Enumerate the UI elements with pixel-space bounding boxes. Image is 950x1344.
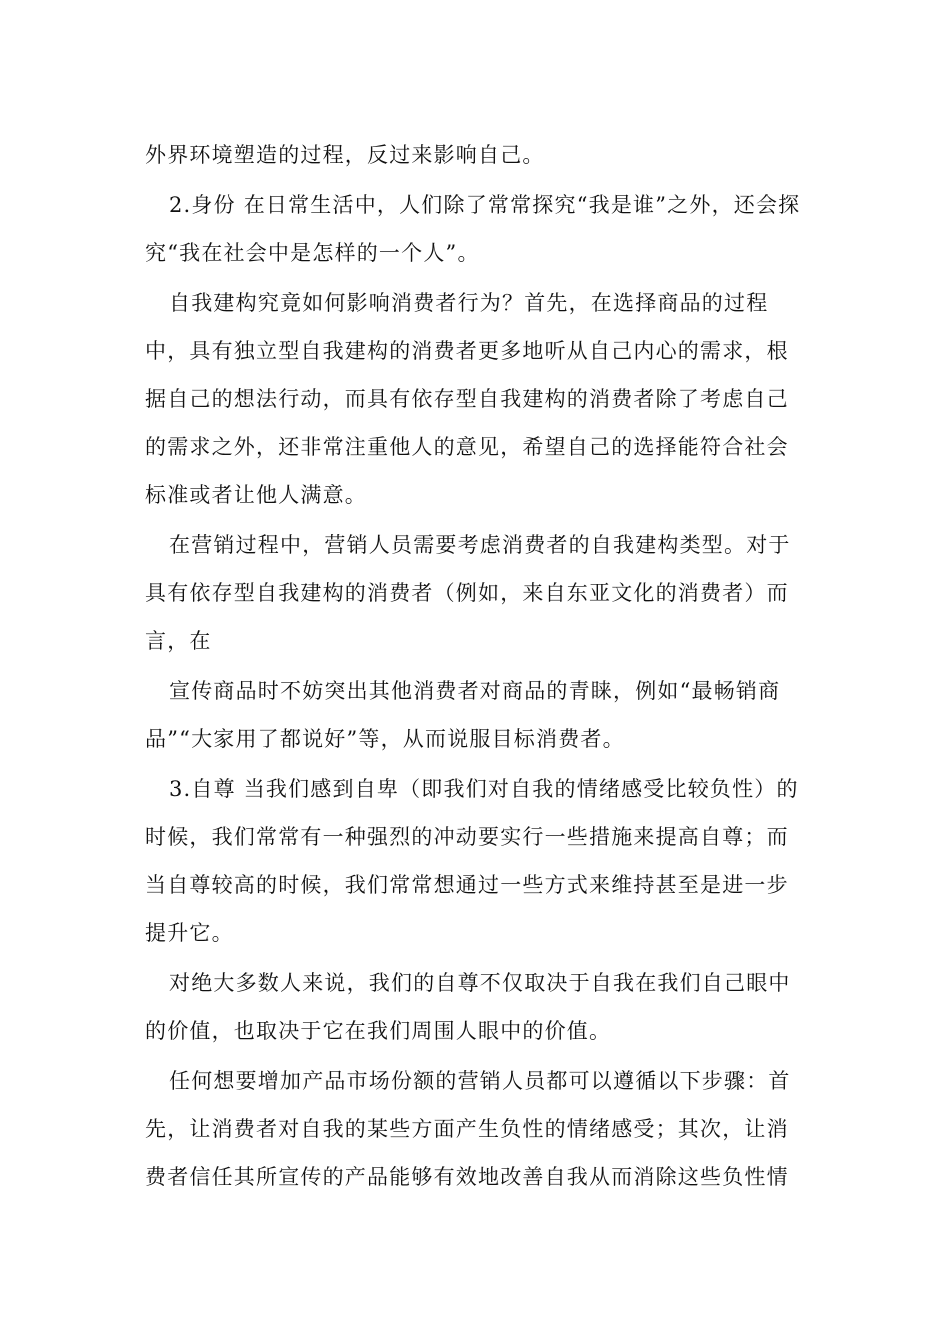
paragraph-6: 3.自尊 当我们感到自卑（即我们对自我的情绪感受比较负性）的时候，我们常常有一种强烈的冲动要实行一些措施来提高自尊；而当自尊较高的时候，我们常常想通过一些方式来维持甚至是进一步提升它。 <box>145 777 799 945</box>
paragraph-1: 外界环境塑造的过程，反过来影响自己。 <box>145 143 545 167</box>
paragraph-2: 2.身份 在日常生活中，人们除了常常探究“我是谁”之外，还会探究“我在社会中是怎样的一个人”。 <box>145 193 801 265</box>
paragraph-5: 宣传商品时不妨突出其他消费者对商品的青睐，例如“最畅销商品”“大家用了都说好”等，从而说服目标消费者。 <box>145 679 781 751</box>
paragraph-7: 对绝大多数人来说，我们的自尊不仅取决于自我在我们自己眼中的价值，也取决于它在我们周围人眼中的价值。 <box>145 971 791 1043</box>
paragraph-3: 自我建构究竟如何影响消费者行为？首先，在选择商品的过程中，具有独立型自我建构的消费者更多地听从自己内心的需求，根据自己的想法行动，而具有依存型自我建构的消费者除了考虑自己的需求之外，还非常注重他人的意见，希望自己的选择能符合社会标准或者让他人满意。 <box>145 291 789 507</box>
paragraph-8: 任何想要增加产品市场份额的营销人员都可以遵循以下步骤：首先，让消费者对自我的某些方面产生负性的情绪感受；其次，让消费者信任其所宣传的产品能够有效地改善自我从而消除这些负性情 <box>145 1069 791 1189</box>
body-text <box>145 131 810 1201</box>
paragraph-4: 在营销过程中，营销人员需要考虑消费者的自我建构类型。对于具有依存型自我建构的消费者（例如，来自东亚文化的消费者）而言，在 <box>145 533 791 653</box>
